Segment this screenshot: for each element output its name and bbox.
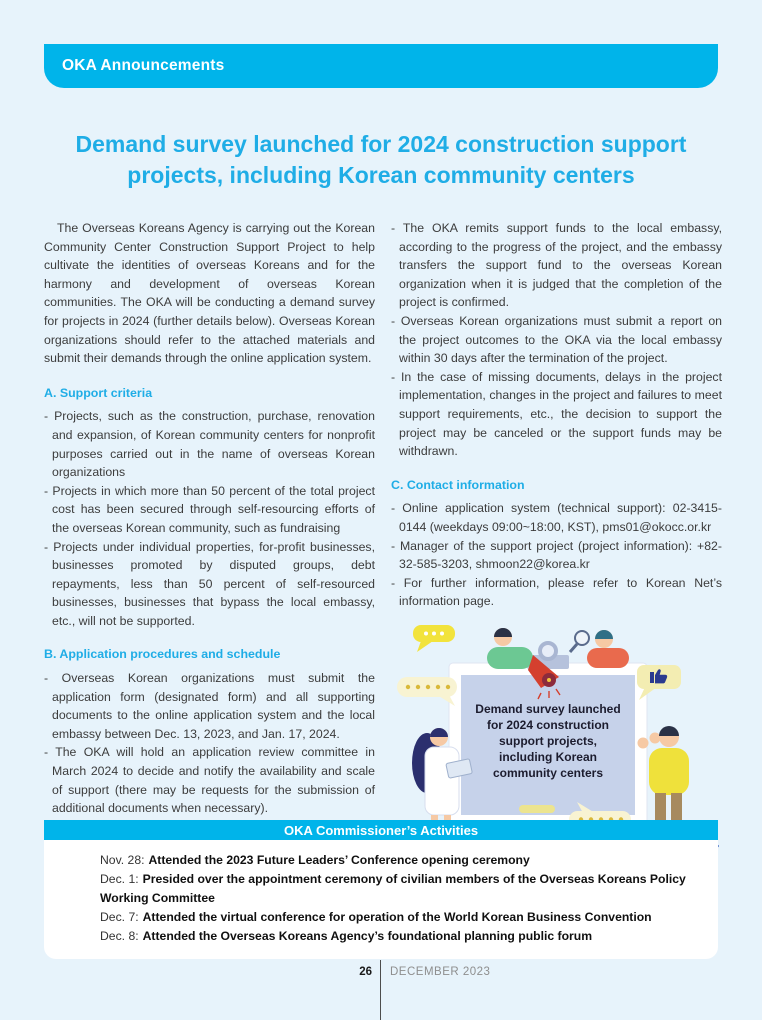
article-title	[0, 129, 762, 191]
board-text-line: Demand survey launched	[475, 701, 621, 716]
section-heading-b: B. Application procedures and schedule	[44, 647, 281, 662]
article-columns	[44, 219, 722, 863]
activities-list	[44, 840, 718, 959]
bullet-item: - Projects under individual properties, for-profit businesses, businesses promoted by disputed groups, debt repayments, less than 50 percent of self-resourced businesses, businesses that bypass the local embassy, etc., will not be supported.	[44, 539, 375, 628]
board-text-line: community centers	[492, 765, 604, 780]
bullet-item: - For further information, please refer to Korean Net’s information page.	[391, 575, 722, 609]
column-left	[44, 219, 375, 863]
column-right	[391, 219, 722, 863]
activity-text: Attended the virtual conference for operation of the World Korean Business Convention	[142, 910, 652, 924]
board-text-line: including Korean	[498, 749, 597, 764]
bullet-item: - The OKA remits support funds to the local embassy, according to the progress of the project, and the embassy transfers the support fund to the overseas Korean organization when it is judged that the completion of the project is confirmed.	[391, 221, 722, 310]
bullet-item: - Manager of the support project (project information): +82-32-585-3203, shmoon22@korea.kr	[391, 538, 722, 572]
clip-ring-icon	[540, 643, 556, 659]
section-heading-a: A. Support criteria	[44, 385, 153, 400]
magnifier-person	[570, 630, 629, 668]
activity-text: Attended the Overseas Koreans Agency’s foundational planning public forum	[142, 929, 593, 943]
activity-text: Attended the 2023 Future Leaders’ Conference opening ceremony	[148, 853, 530, 867]
activity-date: Dec. 1:	[100, 872, 139, 886]
activity-item	[100, 851, 698, 870]
small-bubble	[519, 805, 555, 813]
bullet-item: - The OKA will hold an application review committee in March 2024 to decide and notify the availability and scale of support (there may be requests for the submission of additional documents when necessary).	[44, 745, 375, 816]
title-line-1: Demand survey launched for 2024 construction support	[75, 131, 687, 157]
activity-date: Dec. 7:	[100, 910, 139, 924]
page-number: 26	[359, 966, 372, 978]
announcement-bar	[44, 44, 718, 88]
bullet-item: - Projects in which more than 50 percent of the total project cost has been secured through self-resourcing efforts of the overseas Korean community, such as fundraising	[44, 483, 375, 535]
bullet-item: - Projects, such as the construction, purchase, renovation and expansion, of Korean community centers for nonprofit purposes carried out in the name of overseas Korean organizations	[44, 409, 375, 480]
activity-date: Dec. 8:	[100, 929, 139, 943]
bullet-item: - Overseas Korean organizations must submit a report on the project outcomes to the OKA via the local embassy within 30 days after the termination of the project.	[391, 313, 722, 366]
activities-header	[44, 820, 718, 840]
activity-date: Nov. 28:	[100, 853, 145, 867]
activities-heading: OKA Commissioner’s Activities	[283, 822, 479, 838]
title-line-2: projects, including Korean community centers	[127, 162, 635, 188]
issue-date: DECEMBER 2023	[390, 966, 491, 978]
footer-divider	[380, 960, 381, 1020]
activities-section	[44, 820, 718, 959]
board-text-line: support projects,	[498, 733, 597, 748]
bullet-item: - In the case of missing documents, delays in the project implementation, changes in the project and failures to meet support requirements, etc., the decision to support the project may be canceled or the support funds may be withdrawn.	[391, 369, 722, 459]
bullet-item: - Overseas Korean organizations must submit the application form (designated form) and all supporting documents to the online application system and the local embassy between Dec. 13, 2023, and Jan. 17, 2024.	[44, 671, 375, 741]
magnifier-icon	[575, 631, 589, 645]
announcement-bar-label: OKA Announcements	[62, 57, 225, 74]
bullet-item: - Online application system (technical support): 02-3415-0144 (weekdays 09:00~18:00, KST), pms01@okocc.or.kr	[391, 501, 722, 534]
section-heading-c: C. Contact information	[391, 477, 525, 492]
activity-item	[100, 870, 698, 908]
board-text	[461, 701, 635, 781]
activity-item	[100, 908, 698, 927]
board-text-line: for 2024 construction	[486, 717, 610, 732]
activity-item	[100, 927, 698, 946]
speech-bubble-top-left	[413, 625, 455, 652]
activity-text: Presided over the appointment ceremony of civilian members of the Overseas Koreans Policy Working Committee	[100, 872, 686, 905]
intro-paragraph: The Overseas Koreans Agency is carrying out the Korean Community Center Construction Support Project to help cultivate the identities of overseas Koreans and for the harmony and development of overseas Korean communities. The OKA will be conducting a demand survey for projects in 2024 (further details below). Overseas Korean organizations should refer to the attached materials and submit their demands through the online application system.	[44, 221, 375, 366]
thumbs-up-bubble	[637, 665, 681, 700]
speech-bubble-left-dots	[397, 677, 457, 706]
